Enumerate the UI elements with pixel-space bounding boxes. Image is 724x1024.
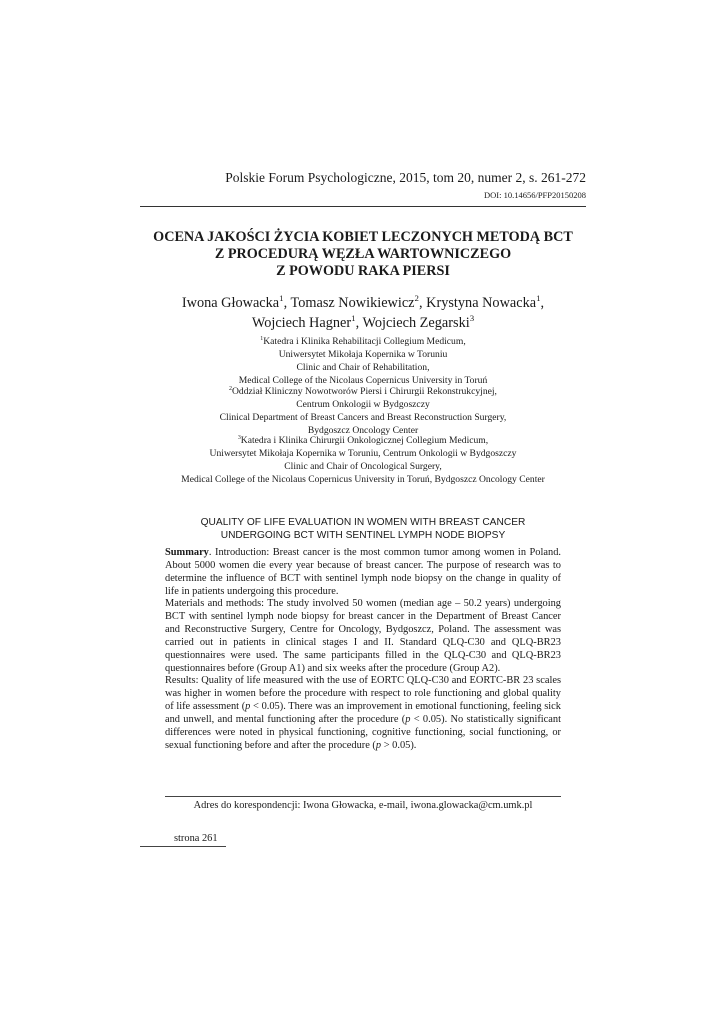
author-name: Wojciech Zegarski: [362, 315, 470, 331]
affiliation-2: [140, 385, 586, 437]
author-name: Iwona Głowacka: [181, 295, 280, 311]
affiliation-1: [140, 335, 586, 387]
author-affiliation-mark: 2: [414, 293, 419, 304]
title-line: Z PROCEDURĄ WĘZŁA WARTOWNICZEGO: [214, 246, 512, 262]
author-affiliation-mark: 1: [279, 293, 284, 304]
english-title: [140, 516, 586, 542]
title-line: OCENA JAKOŚCI ŻYCIA KOBIET LECZONYCH METODĄ BCT: [153, 229, 573, 245]
article-title: [140, 229, 586, 280]
author-separator: ,: [283, 295, 291, 311]
author-name: Tomasz Nowikiewicz: [290, 295, 415, 311]
doi: DOI: 10.14656/PFP20150208: [483, 190, 586, 200]
author-list: [140, 293, 586, 333]
affiliation-line: $^2$Oddział Kliniczny Nowotworów Piersi i Chirurgii Rekonstrukcyjnej,: [229, 385, 497, 397]
journal-citation: Polskie Forum Psychologiczne, 2015, tom 20, numer 2, s. 261-272: [225, 170, 586, 185]
english-title-line: UNDERGOING BCT WITH SENTINEL LYMPH NODE BIOPSY: [220, 530, 506, 541]
author-name: Wojciech Hagner: [251, 315, 352, 331]
author-separator: ,: [540, 295, 545, 311]
affiliation-line: Centrum Onkologii w Bydgoszczy: [296, 399, 430, 410]
author-affiliation-mark: 1: [351, 313, 356, 324]
correspondence-note: Adres do korespondencji: Iwona Głowacka, e-mail, iwona.glowacka@cm.umk.pl: [193, 800, 533, 811]
affiliation-line: $^1$Katedra i Klinika Rehabilitacji Collegium Medicum,: [260, 335, 466, 347]
author-separator: ,: [418, 295, 427, 311]
affiliation-mark: 1: [260, 335, 264, 342]
affiliation-mark: 2: [229, 385, 232, 392]
affiliation-line: Bydgoszcz Oncology Center: [307, 425, 419, 436]
affiliation-mark: 3: [237, 434, 241, 441]
author-affiliation-mark: 3: [469, 313, 475, 324]
affiliation-line: $^3$Katedra i Klinika Chirurgii Onkologicznej Collegium Medicum,: [237, 434, 489, 446]
affiliation-3: [140, 434, 586, 486]
affiliation-line: Uniwersytet Mikołaja Kopernika w Toruniu: [278, 349, 448, 360]
affiliation-line: Medical College of the Nicolaus Copernicus University in Toruń: [238, 375, 488, 386]
affiliation-line: Medical College of the Nicolaus Copernicus University in Toruń, Bydgoszcz Oncology Center: [181, 474, 545, 485]
summary-abstract: [165, 547, 561, 753]
author-affiliation-mark: 1: [536, 293, 541, 304]
affiliation-line: Clinic and Chair of Rehabilitation,: [296, 362, 430, 373]
author-line-1: [140, 293, 586, 313]
author-separator: ,: [355, 315, 363, 331]
summary-methods: Materials and methods: The study involved 50 women (median age – 50.2 years) undergoing BCT with sentinel lymph node biopsy for breast cancer in the Department of Breast Cancer and Reconstructive Surgery, Centre for Oncology, Bydgoszcz, Poland. The assessment was carried out in patients in clinical stages I and II. Standard QLQ-C30 and QLQ-BR23 questionnaires were used. The same participants filled in the QLQ-C30 and QLQ-BR23 questionnaires before (Group A1) and six weeks after the procedure (Group A2).: [165, 598, 561, 674]
page-number-rule: [140, 846, 226, 847]
page-number: strona 261: [174, 833, 218, 844]
author-name: Krystyna Nowacka: [426, 295, 537, 311]
title-line: Z POWODU RAKA PIERSI: [276, 263, 450, 279]
summary-label: Summary: [165, 547, 209, 558]
summary-results: Results: Quality of life measured with the use of EORTC QLQ-C30 and EORTC-BR 23 scales was higher in women before the procedure with respect to role functioning and global quality of life assessment (p < 0.05). There was an improvement in emotional functioning, feeling sick and unwell, and mental functioning after the procedure (p < 0.05). No statistically significant differences were noted in physical functioning, cognitive functioning, social functioning, or sexual functioning before and after the procedure (p > 0.05).: [165, 675, 561, 751]
header-divider: [140, 206, 586, 207]
summary-intro: Summary. Introduction: Breast cancer is the most common tumor among women in Poland. About 5000 women die every year because of breast cancer. The purpose of research was to determine the influence of BCT with sentinel lymph node biopsy on the change in quality of life in patients undergoing this procedure.: [165, 547, 561, 597]
affiliation-line: Clinic and Chair of Oncological Surgery,: [284, 461, 442, 472]
footnote-divider: [165, 796, 561, 797]
author-line-2: [140, 313, 586, 333]
affiliation-line: Clinical Department of Breast Cancers and Breast Reconstruction Surgery,: [219, 412, 507, 423]
affiliation-line: Uniwersytet Mikołaja Kopernika w Toruniu, Centrum Onkologii w Bydgoszczy: [209, 448, 517, 459]
english-title-line: QUALITY OF LIFE EVALUATION IN WOMEN WITH BREAST CANCER: [200, 517, 526, 528]
